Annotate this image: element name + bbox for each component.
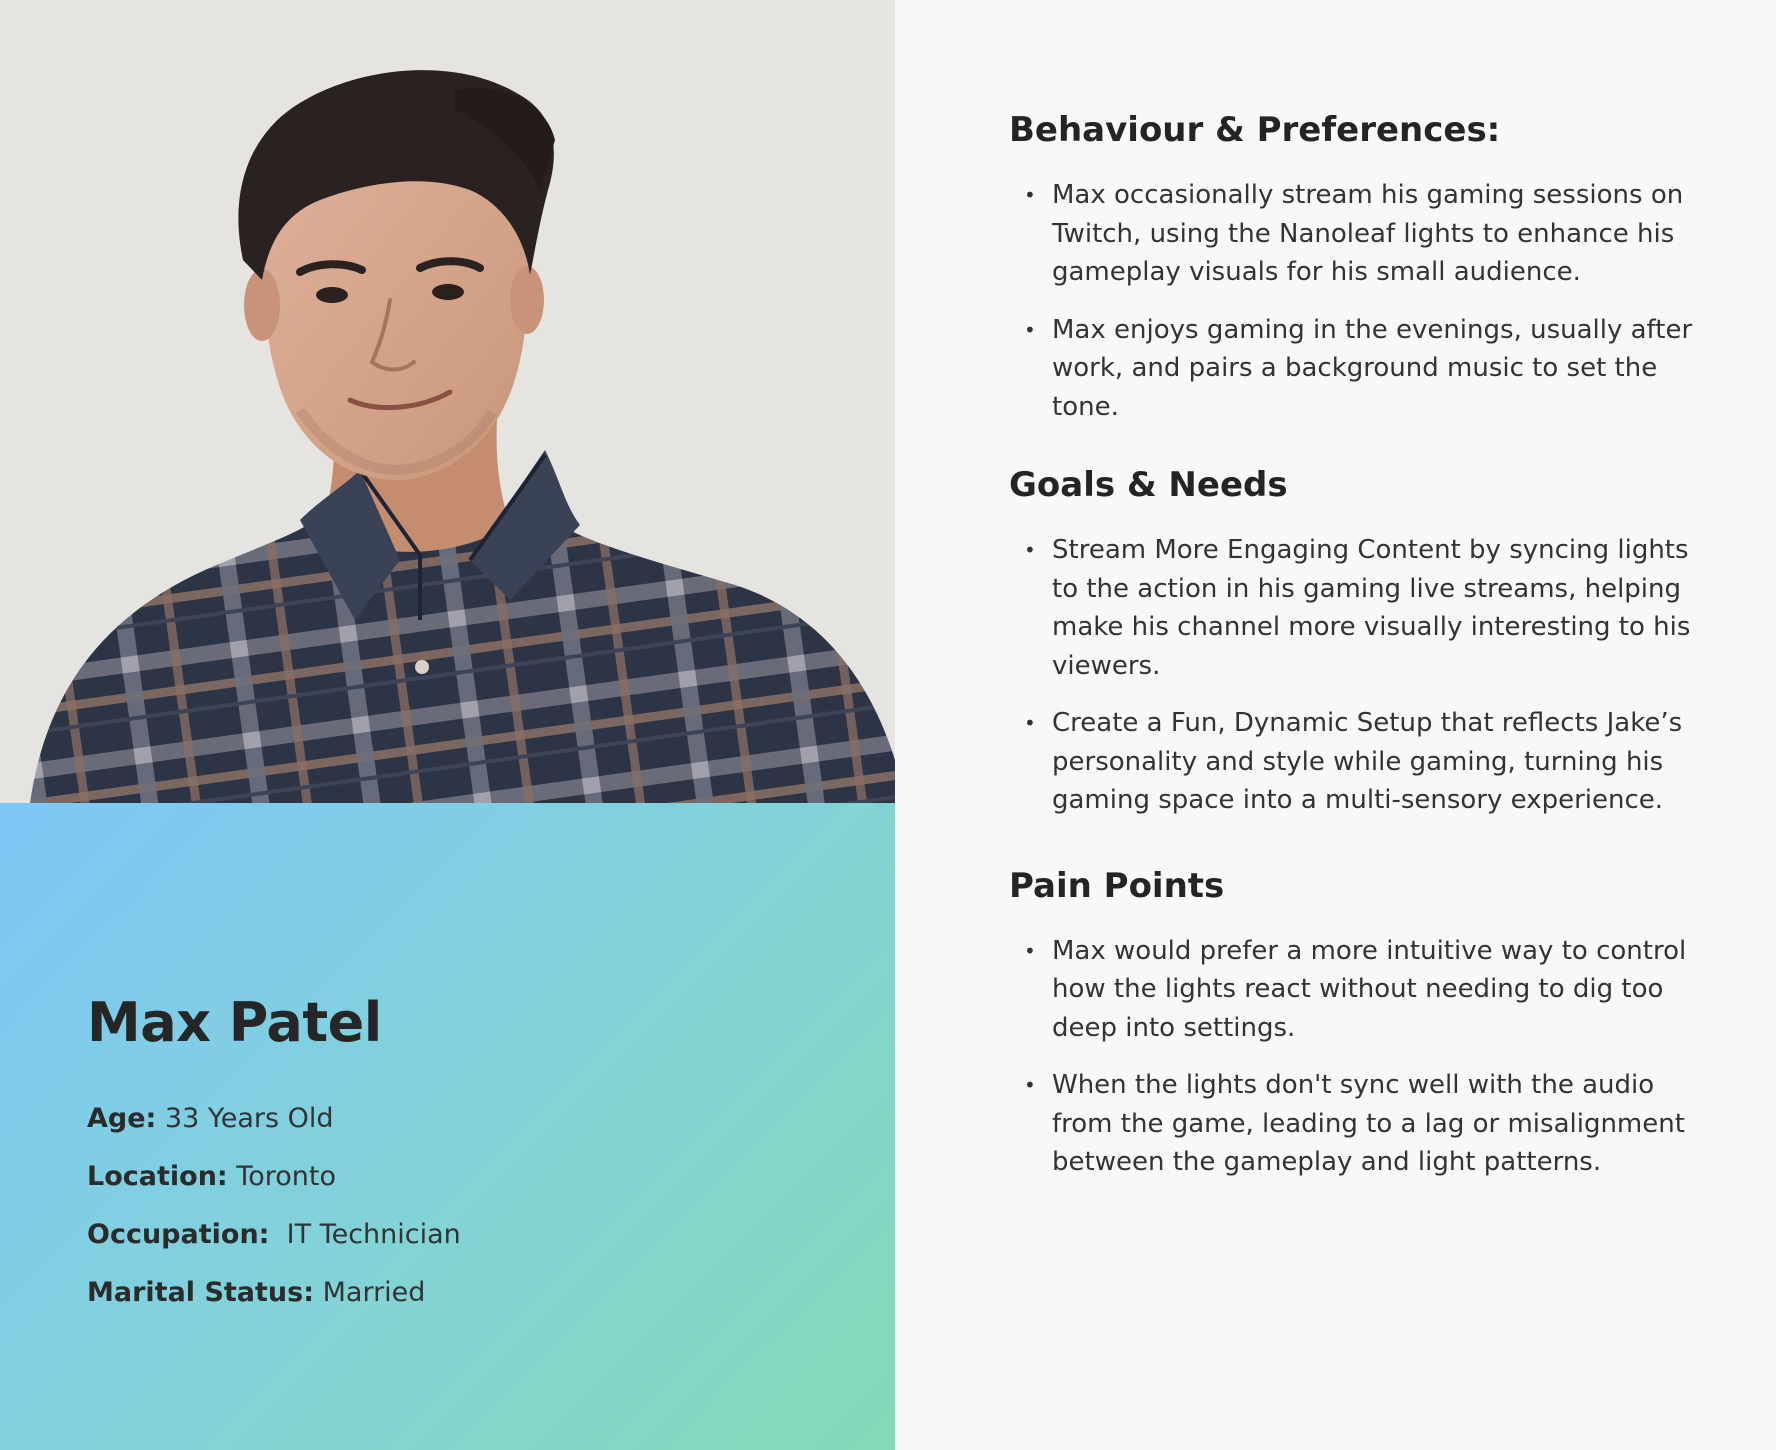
bullet-icon: • <box>1024 1073 1036 1097</box>
bullet-list <box>1009 932 1709 1182</box>
bullet-text: Max would prefer a more intuitive way to control how the lights react without needing to dig too deep into settings. <box>1052 935 1687 1043</box>
list-item <box>1009 531 1709 685</box>
profile-facts <box>87 1103 461 1335</box>
list-item <box>1009 311 1709 427</box>
section-title: Behaviour & Preferences: <box>1009 110 1501 150</box>
fact-location-label: Location: <box>87 1161 228 1192</box>
bullet-list <box>1009 531 1709 820</box>
profile-info-card <box>0 803 895 1450</box>
bullet-list <box>1009 176 1709 426</box>
fact-occupation <box>87 1219 461 1277</box>
bullet-icon: • <box>1024 538 1036 562</box>
fact-occupation-label: Occupation: <box>87 1219 270 1250</box>
persona-name: Max Patel <box>87 991 382 1054</box>
section-behaviour-preferences <box>1009 109 1709 426</box>
fact-location-value: Toronto <box>227 1161 336 1192</box>
bullet-text: Max occasionally stream his gaming sessions on Twitch, using the Nanoleaf lights to enhance his gameplay visuals for his small audience. <box>1052 180 1684 287</box>
portrait-illustration <box>0 0 895 803</box>
list-item <box>1009 1066 1709 1182</box>
section-title: Pain Points <box>1009 865 1225 906</box>
section-goals-needs <box>1009 464 1709 820</box>
fact-occupation-value: IT Technician <box>269 1219 461 1250</box>
section-title: Goals & Needs <box>1009 465 1288 505</box>
bullet-text: Create a Fun, Dynamic Setup that reflects Jake’s personality and style while gaming, turning his gaming space into a multi-sensory experience. <box>1052 708 1683 815</box>
fact-age-value: 33 Years Old <box>156 1103 334 1134</box>
bullet-icon: • <box>1024 938 1036 963</box>
fact-marital-status-label: Marital Status: <box>87 1277 315 1308</box>
list-item <box>1009 704 1709 820</box>
details-panel <box>895 0 1776 1450</box>
bullet-icon: • <box>1024 317 1036 342</box>
bullet-text: Max enjoys gaming in the evenings, usually after work, and pairs a background music to set the tone. <box>1052 314 1693 422</box>
profile-photo <box>0 0 895 803</box>
list-item <box>1009 932 1709 1048</box>
bullet-text: When the lights don't sync well with the audio from the game, leading to a lag or misalignment between the gameplay and light patterns. <box>1052 1070 1685 1177</box>
fact-location <box>87 1161 461 1219</box>
fact-marital-status <box>87 1277 461 1335</box>
list-item <box>1009 176 1709 292</box>
bullet-icon: • <box>1024 711 1036 735</box>
bullet-text: Stream More Engaging Content by syncing lights to the action in his gaming live streams, helping make his channel more visually interesting to his viewers. <box>1052 535 1691 681</box>
fact-age <box>87 1103 461 1161</box>
bullet-icon: • <box>1024 183 1036 207</box>
fact-marital-status-value: Married <box>314 1277 426 1308</box>
fact-age-label: Age: <box>87 1103 157 1134</box>
section-pain-points <box>1009 865 1709 1182</box>
details-content <box>1009 109 1709 1201</box>
